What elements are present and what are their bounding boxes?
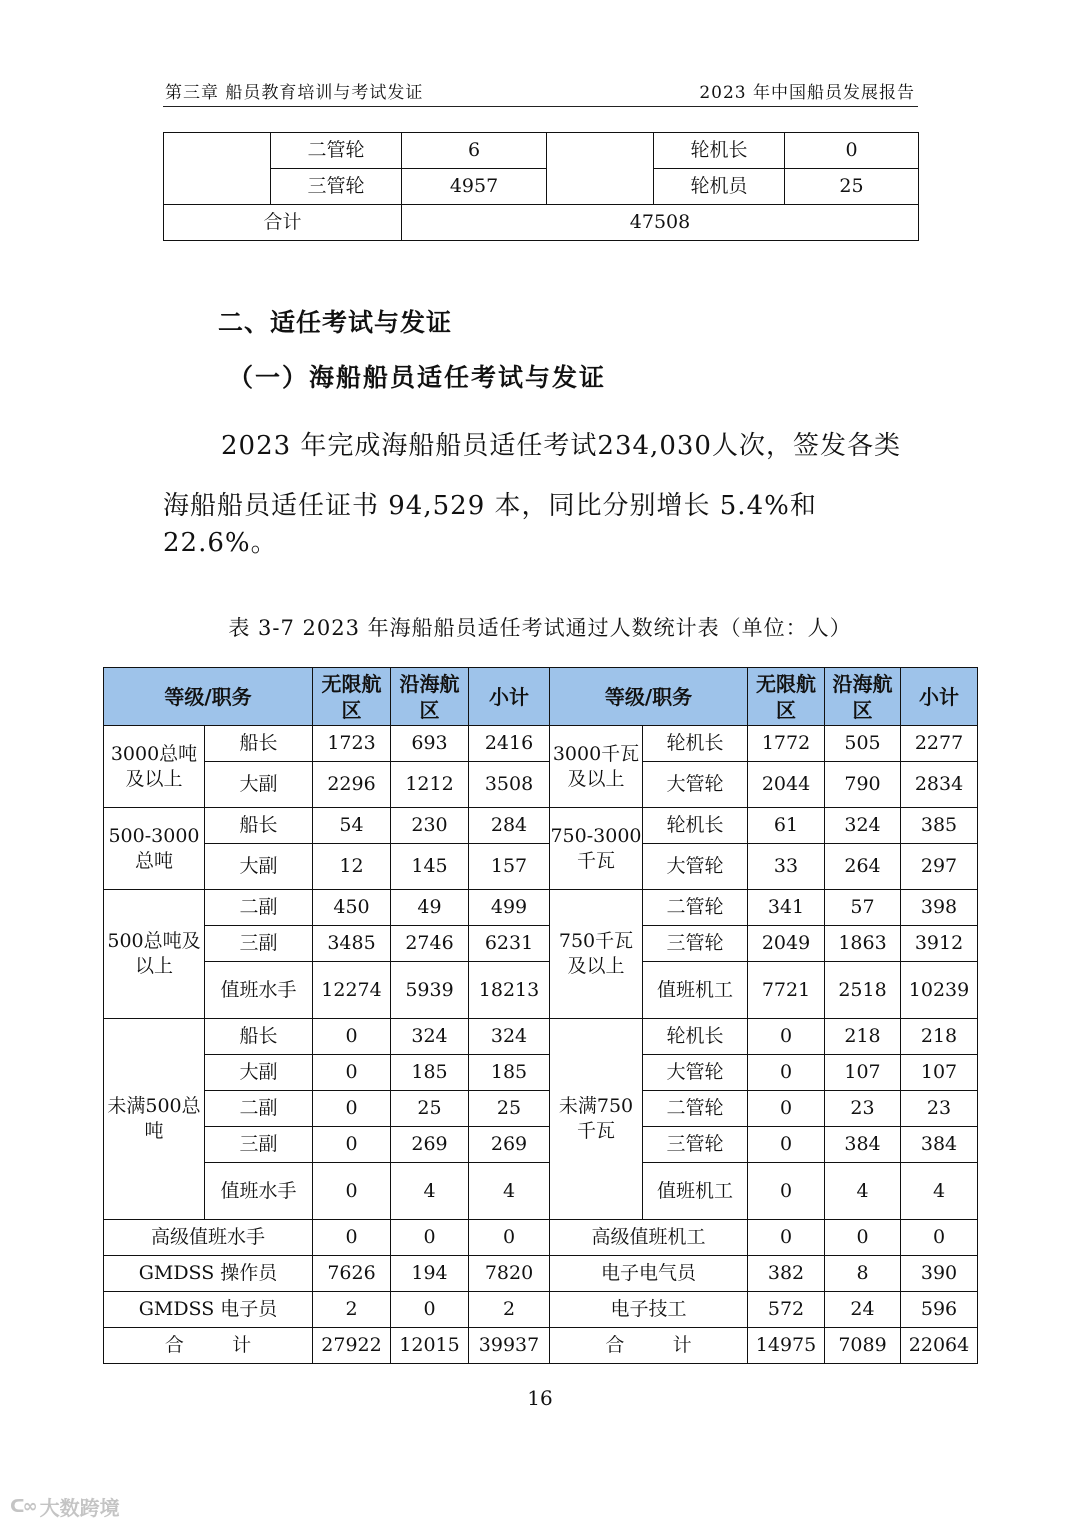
table-cell: 0 <box>313 1091 391 1127</box>
table-cell: 8 <box>825 1256 901 1292</box>
table-cell: 2834 <box>901 762 978 808</box>
table-cell: 4 <box>901 1163 978 1220</box>
table-cell: 107 <box>825 1055 901 1091</box>
table-cell: 269 <box>469 1127 550 1163</box>
table-cell: 船长 <box>205 726 313 762</box>
table-cell: 324 <box>469 1019 550 1055</box>
group-label: 3000千瓦及以上 <box>550 726 643 808</box>
table-cell: 18213 <box>469 962 550 1019</box>
table-cell: 33 <box>748 844 825 890</box>
table-row <box>164 133 919 169</box>
table-cell: 1723 <box>313 726 391 762</box>
table-cell: 693 <box>391 726 469 762</box>
table-cell: 高级值班机工 <box>550 1220 748 1256</box>
table-row <box>104 1055 978 1091</box>
group-label: 750-3000千瓦 <box>550 808 643 890</box>
table-cell: 三副 <box>205 1127 313 1163</box>
table-cell: 6 <box>402 133 547 169</box>
total-label: 合 计 <box>550 1328 748 1364</box>
table-cell: 1212 <box>391 762 469 808</box>
total-label: 合 计 <box>104 1328 313 1364</box>
table-cell <box>547 133 654 205</box>
column-header: 沿海航区 <box>391 668 469 726</box>
table-cell: 0 <box>391 1220 469 1256</box>
table-cell: 船长 <box>205 1019 313 1055</box>
table-row <box>104 1292 978 1328</box>
table-cell: 0 <box>391 1292 469 1328</box>
table-cell: 10239 <box>901 962 978 1019</box>
table-cell: 2044 <box>748 762 825 808</box>
table-cell: 轮机长 <box>643 1019 748 1055</box>
table-cell: 596 <box>901 1292 978 1328</box>
table-cell: 三管轮 <box>643 1127 748 1163</box>
table-row <box>104 1019 978 1055</box>
subsection-heading: （一）海船船员适任考试与发证 <box>228 363 607 392</box>
table-row <box>104 1127 978 1163</box>
table-cell: 0 <box>748 1220 825 1256</box>
table-cell: 450 <box>313 890 391 926</box>
table-cell: 值班水手 <box>205 962 313 1019</box>
group-label: 500总吨及以上 <box>104 890 205 1019</box>
table-cell: 大副 <box>205 844 313 890</box>
table-cell: 25 <box>469 1091 550 1127</box>
table-cell: 385 <box>901 808 978 844</box>
table-cell: 505 <box>825 726 901 762</box>
header-report-title: 2023 年中国船员发展报告 <box>699 83 915 103</box>
table-cell: 384 <box>901 1127 978 1163</box>
table-cell: 23 <box>901 1091 978 1127</box>
table-cell <box>164 133 271 205</box>
table-cell: 14975 <box>748 1328 825 1364</box>
table-cell: 0 <box>313 1220 391 1256</box>
table-cell: 54 <box>313 808 391 844</box>
table-cell: 4957 <box>402 169 547 205</box>
table-cell: 2 <box>469 1292 550 1328</box>
column-header: 无限航区 <box>748 668 825 726</box>
table-cell: 185 <box>391 1055 469 1091</box>
table-cell: 0 <box>748 1127 825 1163</box>
table-cell: 6231 <box>469 926 550 962</box>
table-cell: 230 <box>391 808 469 844</box>
table-cell: 39937 <box>469 1328 550 1364</box>
table-cell: 2416 <box>469 726 550 762</box>
table-cell: 7721 <box>748 962 825 1019</box>
table-cell: 324 <box>825 808 901 844</box>
body-paragraph-line-1: 2023 年完成海船船员适任考试234,030人次，签发各类 <box>221 431 901 461</box>
table-cell: 3508 <box>469 762 550 808</box>
table-cell: 大管轮 <box>643 762 748 808</box>
table-cell: 4 <box>391 1163 469 1220</box>
table-cell: 2518 <box>825 962 901 1019</box>
table-cell: 341 <box>748 890 825 926</box>
table-cell: 382 <box>748 1256 825 1292</box>
table-row <box>104 1091 978 1127</box>
column-header: 沿海航区 <box>825 668 901 726</box>
column-header: 小计 <box>901 668 978 726</box>
table-cell: 2296 <box>313 762 391 808</box>
table-cell: 三副 <box>205 926 313 962</box>
table-cell: 297 <box>901 844 978 890</box>
table-cell: 145 <box>391 844 469 890</box>
table-cell: 0 <box>748 1163 825 1220</box>
watermark <box>10 1492 120 1521</box>
table-header-row <box>104 668 978 726</box>
table-cell: 25 <box>785 169 919 205</box>
group-label: 未满500总吨 <box>104 1019 205 1220</box>
table-cell: 61 <box>748 808 825 844</box>
column-header: 无限航区 <box>313 668 391 726</box>
total-value: 47508 <box>402 205 919 241</box>
table-cell: 二管轮 <box>271 133 402 169</box>
table-cell: 5939 <box>391 962 469 1019</box>
table-cell: 三管轮 <box>271 169 402 205</box>
table-row <box>104 1163 978 1220</box>
body-paragraph-line-2: 海船船员适任证书 94,529 本，同比分别增长 5.4%和 22.6%。 <box>163 491 817 558</box>
total-label: 合计 <box>164 205 402 241</box>
table-cell: 499 <box>469 890 550 926</box>
table-cell: 二副 <box>205 1091 313 1127</box>
table-cell: 船长 <box>205 808 313 844</box>
table-cell: 高级值班水手 <box>104 1220 313 1256</box>
table-row <box>104 1220 978 1256</box>
table-cell: 23 <box>825 1091 901 1127</box>
group-label: 500-3000总吨 <box>104 808 205 890</box>
table-cell: 1772 <box>748 726 825 762</box>
table-cell: 57 <box>825 890 901 926</box>
table-caption: 表 3-7 2023 年海船船员适任考试通过人数统计表（单位：人） <box>228 616 852 640</box>
table-cell: 2 <box>313 1292 391 1328</box>
table-cell: 269 <box>391 1127 469 1163</box>
table-cell: 0 <box>469 1220 550 1256</box>
group-label: 3000总吨及以上 <box>104 726 205 808</box>
table-row <box>104 1256 978 1292</box>
table-cell: 2049 <box>748 926 825 962</box>
table-cell: 二副 <box>205 890 313 926</box>
table-cell: 大管轮 <box>643 844 748 890</box>
table-cell: 107 <box>901 1055 978 1091</box>
table-cell: 27922 <box>313 1328 391 1364</box>
table-cell: 值班机工 <box>643 962 748 1019</box>
table-row-total <box>104 1328 978 1364</box>
table-cell: 194 <box>391 1256 469 1292</box>
header-divider <box>163 106 918 107</box>
table-cell: 572 <box>748 1292 825 1328</box>
table-cell: 0 <box>825 1220 901 1256</box>
table-cell: 3485 <box>313 926 391 962</box>
section-heading: 二、适任考试与发证 <box>218 308 453 337</box>
table-cell: 0 <box>901 1220 978 1256</box>
table-cell: 24 <box>825 1292 901 1328</box>
table-cell: GMDSS 电子员 <box>104 1292 313 1328</box>
table-cell: 790 <box>825 762 901 808</box>
table-cell: 218 <box>901 1019 978 1055</box>
table-cell: 3912 <box>901 926 978 962</box>
table-row <box>104 926 978 962</box>
table-cell: 384 <box>825 1127 901 1163</box>
table-cell: 4 <box>825 1163 901 1220</box>
table-cell: 12015 <box>391 1328 469 1364</box>
table-cell: 0 <box>785 133 919 169</box>
table-cell: 12274 <box>313 962 391 1019</box>
table-cell: 三管轮 <box>643 926 748 962</box>
table-cell: 284 <box>469 808 550 844</box>
table-row <box>104 726 978 762</box>
table-cell: 12 <box>313 844 391 890</box>
table-cell: 390 <box>901 1256 978 1292</box>
table-cell: 49 <box>391 890 469 926</box>
table-cell: 轮机长 <box>643 726 748 762</box>
group-label: 750千瓦及以上 <box>550 890 643 1019</box>
watermark-text: 大数跨境 <box>39 1496 120 1520</box>
table-cell: 0 <box>313 1127 391 1163</box>
table-cell: 电子电气员 <box>550 1256 748 1292</box>
table-cell: 二管轮 <box>643 890 748 926</box>
table-cell: 大管轮 <box>643 1055 748 1091</box>
table-cell: 25 <box>391 1091 469 1127</box>
table-cell: 218 <box>825 1019 901 1055</box>
page-number: 16 <box>527 1386 553 1410</box>
table-cell: 0 <box>313 1163 391 1220</box>
table-cell: 值班水手 <box>205 1163 313 1220</box>
group-label: 未满750千瓦 <box>550 1019 643 1220</box>
table-cell: 185 <box>469 1055 550 1091</box>
table-cell: 157 <box>469 844 550 890</box>
table-cell: 电子技工 <box>550 1292 748 1328</box>
table-cell: 1863 <box>825 926 901 962</box>
table-cell: 大副 <box>205 1055 313 1091</box>
table-cell: 0 <box>748 1055 825 1091</box>
table-cell: 0 <box>313 1019 391 1055</box>
table-cell: 22064 <box>901 1328 978 1364</box>
header-chapter: 第三章 船员教育培训与考试发证 <box>165 83 424 103</box>
table-row <box>104 962 978 1019</box>
table-row-total <box>164 205 919 241</box>
table-row <box>104 762 978 808</box>
table-cell: 4 <box>469 1163 550 1220</box>
previous-table-continuation <box>163 132 919 241</box>
table-row <box>164 169 919 205</box>
table-cell: 398 <box>901 890 978 926</box>
table-cell: 大副 <box>205 762 313 808</box>
table-cell: 7089 <box>825 1328 901 1364</box>
column-header: 小计 <box>469 668 550 726</box>
table-cell: 值班机工 <box>643 1163 748 1220</box>
table-row <box>104 844 978 890</box>
column-header: 等级/职务 <box>104 668 313 726</box>
table-cell: 轮机长 <box>643 808 748 844</box>
watermark-logo-icon: ᑕ∞ <box>10 1496 36 1517</box>
column-header: 等级/职务 <box>550 668 748 726</box>
table-cell: 7820 <box>469 1256 550 1292</box>
table-cell: 2277 <box>901 726 978 762</box>
table-cell: GMDSS 操作员 <box>104 1256 313 1292</box>
table-cell: 轮机长 <box>654 133 785 169</box>
table-cell: 轮机员 <box>654 169 785 205</box>
table-cell: 0 <box>748 1019 825 1055</box>
table-cell: 324 <box>391 1019 469 1055</box>
table-row <box>104 808 978 844</box>
table-row <box>104 890 978 926</box>
exam-pass-statistics-table <box>103 667 978 1364</box>
table-cell: 7626 <box>313 1256 391 1292</box>
table-cell: 二管轮 <box>643 1091 748 1127</box>
table-cell: 2746 <box>391 926 469 962</box>
table-cell: 264 <box>825 844 901 890</box>
table-cell: 0 <box>748 1091 825 1127</box>
table-cell: 0 <box>313 1055 391 1091</box>
